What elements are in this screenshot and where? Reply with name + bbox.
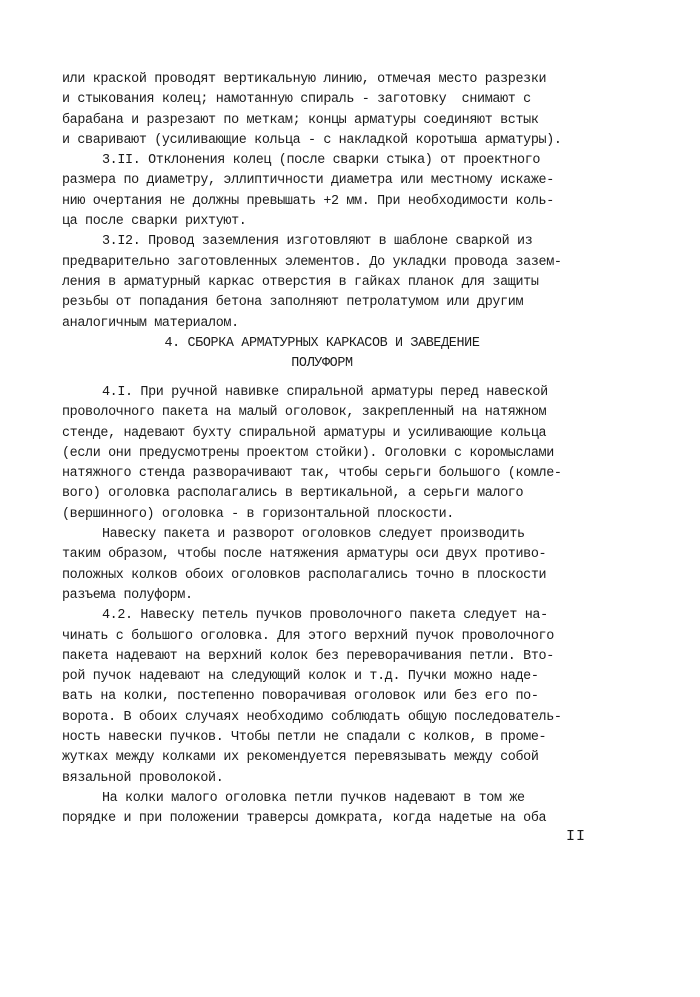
text-line: положных колков обоих оголовков располагались точно в плоскости	[62, 567, 547, 583]
section-heading-line-1: 4. СБОРКА АРМАТУРНЫХ КАРКАСОВ И ЗАВЕДЕНИЕ	[164, 336, 480, 351]
text-line: нию очертания не должны превышать +2 мм. При необходимости коль-	[62, 193, 554, 209]
text-line: предварительно заготовленных элементов. До укладки провода зазем-	[62, 254, 562, 270]
text-line: размера по диаметру, эллиптичности диаметра или местному искаже-	[62, 173, 554, 189]
section-heading	[62, 334, 582, 375]
section-heading-line-2: ПОЛУФОРМ	[291, 356, 353, 372]
text-line: 3.II. Отклонения колец (после сварки стыка) от проектного	[102, 153, 541, 169]
text-line: резьбы от попадания бетона заполняют петролатумом или другим	[62, 295, 524, 311]
text-line: аналогичным материалом.	[62, 315, 239, 331]
text-line: 3.I2. Провод заземления изготовляют в шаблоне сваркой из	[102, 234, 533, 250]
text-line: (вершинного) оголовка - в горизонтальной плоскости.	[62, 506, 454, 522]
text-line: (если они предусмотрены проектом стойки). Оголовки с коромыслами	[62, 445, 554, 461]
text-line: стенде, надевают бухту спиральной арматуры и усиливающие кольца	[62, 425, 547, 441]
paragraphs-section-4	[62, 383, 582, 830]
text-line: или краской проводят вертикальную линию, отмечая место разрезки	[62, 72, 547, 87]
text-line: и сваривают (усиливающие кольца - с накладкой коротыша арматуры).	[62, 132, 562, 148]
text-line: рой пучок надевают на следующий колок и т.д. Пучки можно наде-	[62, 669, 539, 685]
text-line: проволочного пакета на малый оголовок, закрепленный на натяжном	[62, 405, 547, 421]
text-line: жутках между колками их рекомендуется перевязывать между собой	[62, 750, 539, 766]
text-line: чинать с большого оголовка. Для этого верхний пучок проволочного	[62, 628, 554, 644]
text-line: вязальной проволокой.	[62, 770, 224, 786]
text-line: 4.2. Навеску петель пучков проволочного пакета следует на-	[102, 608, 548, 624]
text-line: 4.I. При ручной навивке спиральной арматуры перед навеской	[102, 385, 548, 400]
text-line: вать на колки, постепенно поворачивая оголовок или без его по-	[62, 689, 539, 705]
page-number: II	[566, 828, 587, 845]
text-line: На колки малого оголовка петли пучков надевают в том же	[102, 790, 525, 806]
text-line: вого) оголовка располагались в вертикальной, а серьги малого	[62, 486, 524, 502]
text-line: ворота. В обоих случаях необходимо соблюдать общую последователь-	[62, 709, 562, 725]
text-line: пакета надевают на верхний колок без переворачивания петли. Вто-	[62, 648, 554, 664]
text-line: барабана и разрезают по меткам; концы арматуры соединяют встык	[62, 112, 539, 128]
text-line: ления в арматурный каркас отверстия в гайках планок для защиты	[62, 274, 539, 290]
text-line: таким образом, чтобы после натяжения арматуры оси двух противо-	[62, 547, 547, 563]
text-line: порядке и при положении траверсы домкрата, когда надетые на оба	[62, 811, 547, 827]
text-line: и стыкования колец; намотанную спираль - заготовку снимают с	[62, 92, 531, 108]
text-line: натяжного стенда разворачивают так, чтобы серьги большого (комле-	[62, 466, 562, 482]
text-line: ность навески пучков. Чтобы петли не спадали с колков, в проме-	[62, 730, 547, 746]
text-line: Навеску пакета и разворот оголовков следует производить	[102, 527, 525, 543]
text-line: разъема полуформ.	[62, 587, 193, 603]
paragraphs-section-3	[62, 70, 582, 334]
text-line: ца после сварки рихтуют.	[62, 214, 247, 230]
